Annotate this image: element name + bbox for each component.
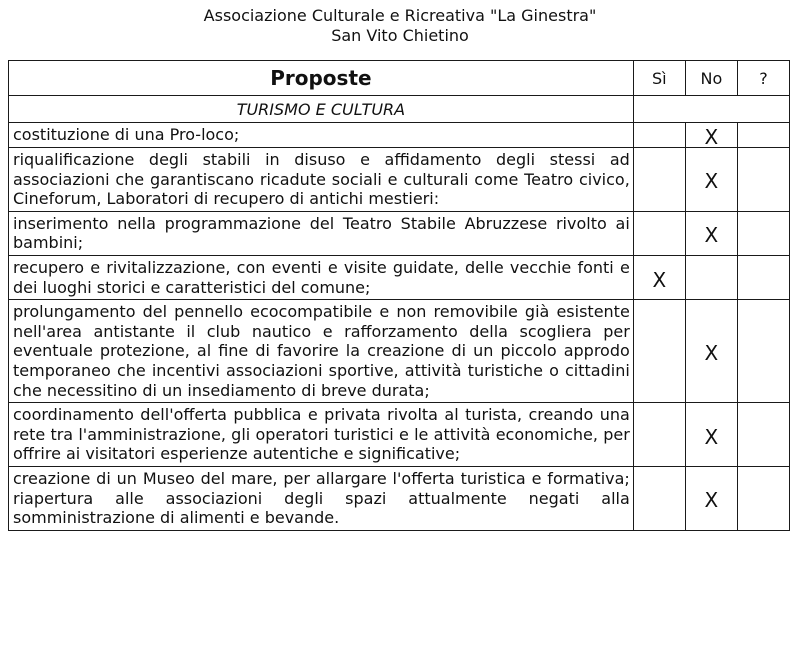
vote-mark: X [704, 488, 719, 513]
proposal-text: costituzione di una Pro-loco; [9, 123, 634, 148]
column-header-yes: Sì [633, 61, 685, 96]
vote-cell-unknown [737, 148, 789, 212]
vote-cell-unknown [737, 466, 789, 530]
vote-cell-unknown [737, 300, 789, 403]
proposal-text: riqualificazione degli stabili in disuso e affidamento degli stessi ad associazioni che garantiscano ricadute sociali e culturali come Teatro civico, Cineforum, Laboratori di recupero di antichi mestieri: [9, 148, 634, 212]
table-row [9, 148, 790, 212]
vote-cell-no [685, 300, 737, 403]
proposal-text: inserimento nella programmazione del Teatro Stabile Abruzzese rivolto ai bambini; [9, 211, 634, 255]
vote-cell-unknown [737, 123, 789, 148]
vote-cell-yes [633, 255, 685, 299]
column-header-unknown: ? [737, 61, 789, 96]
table-row [9, 403, 790, 467]
vote-cell-no [685, 255, 737, 299]
town-name: San Vito Chietino [331, 26, 469, 45]
vote-cell-yes [633, 300, 685, 403]
vote-cell-no [685, 123, 737, 148]
vote-cell-no [685, 466, 737, 530]
proposal-text: creazione di un Museo del mare, per allargare l'offerta turistica e formativa; riapertura alle associazioni degli spazi attualmente negati alla somministrazione di alimenti e bevande. [9, 466, 634, 530]
vote-cell-yes [633, 148, 685, 212]
table-row [9, 255, 790, 299]
vote-cell-yes [633, 123, 685, 148]
vote-cell-yes [633, 466, 685, 530]
vote-mark: X [704, 424, 719, 449]
proposal-text: recupero e rivitalizzazione, con eventi e visite guidate, delle vecchie fonti e dei luoghi storici e caratteristici del comune; [9, 255, 634, 299]
proposal-text: coordinamento dell'offerta pubblica e privata rivolta al turista, creando una rete tra l'amministrazione, gli operatori turistici e le attività economiche, per offrire ai visitatori esperienze autentiche e significative; [9, 403, 634, 467]
vote-mark: X [704, 169, 719, 194]
proposal-text: prolungamento del pennello ecocompatibile e non removibile già esistente nell'area antistante il club nautico e rafforzamento della scogliera per eventuale protezione, al fine di favorire la creazione di un piccolo approdo temporaneo che incentivi associazioni sportive, attività turistiche o cittadini che necessitino di un insediamento di breve durata; [9, 300, 634, 403]
vote-cell-unknown [737, 403, 789, 467]
vote-cell-no [685, 148, 737, 212]
vote-cell-no [685, 211, 737, 255]
section-title: TURISMO E CULTURA [9, 96, 634, 123]
vote-mark: X [704, 341, 719, 366]
section-blank-cell [633, 96, 789, 123]
proposals-table [8, 60, 790, 531]
vote-cell-unknown [737, 255, 789, 299]
table-row [9, 466, 790, 530]
document-header [0, 6, 800, 46]
table-row [9, 123, 790, 148]
vote-mark: X [704, 223, 719, 248]
table-header-row [9, 61, 790, 96]
vote-cell-yes [633, 403, 685, 467]
column-header-no: No [685, 61, 737, 96]
vote-mark: X [652, 267, 667, 292]
table-row [9, 300, 790, 403]
column-header-proposals: Proposte [9, 61, 634, 96]
table-row [9, 211, 790, 255]
vote-cell-no [685, 403, 737, 467]
association-name: Associazione Culturale e Ricreativa "La Ginestra" [203, 6, 597, 25]
section-row [9, 96, 790, 123]
vote-cell-yes [633, 211, 685, 255]
vote-cell-unknown [737, 211, 789, 255]
vote-mark: X [704, 125, 719, 149]
